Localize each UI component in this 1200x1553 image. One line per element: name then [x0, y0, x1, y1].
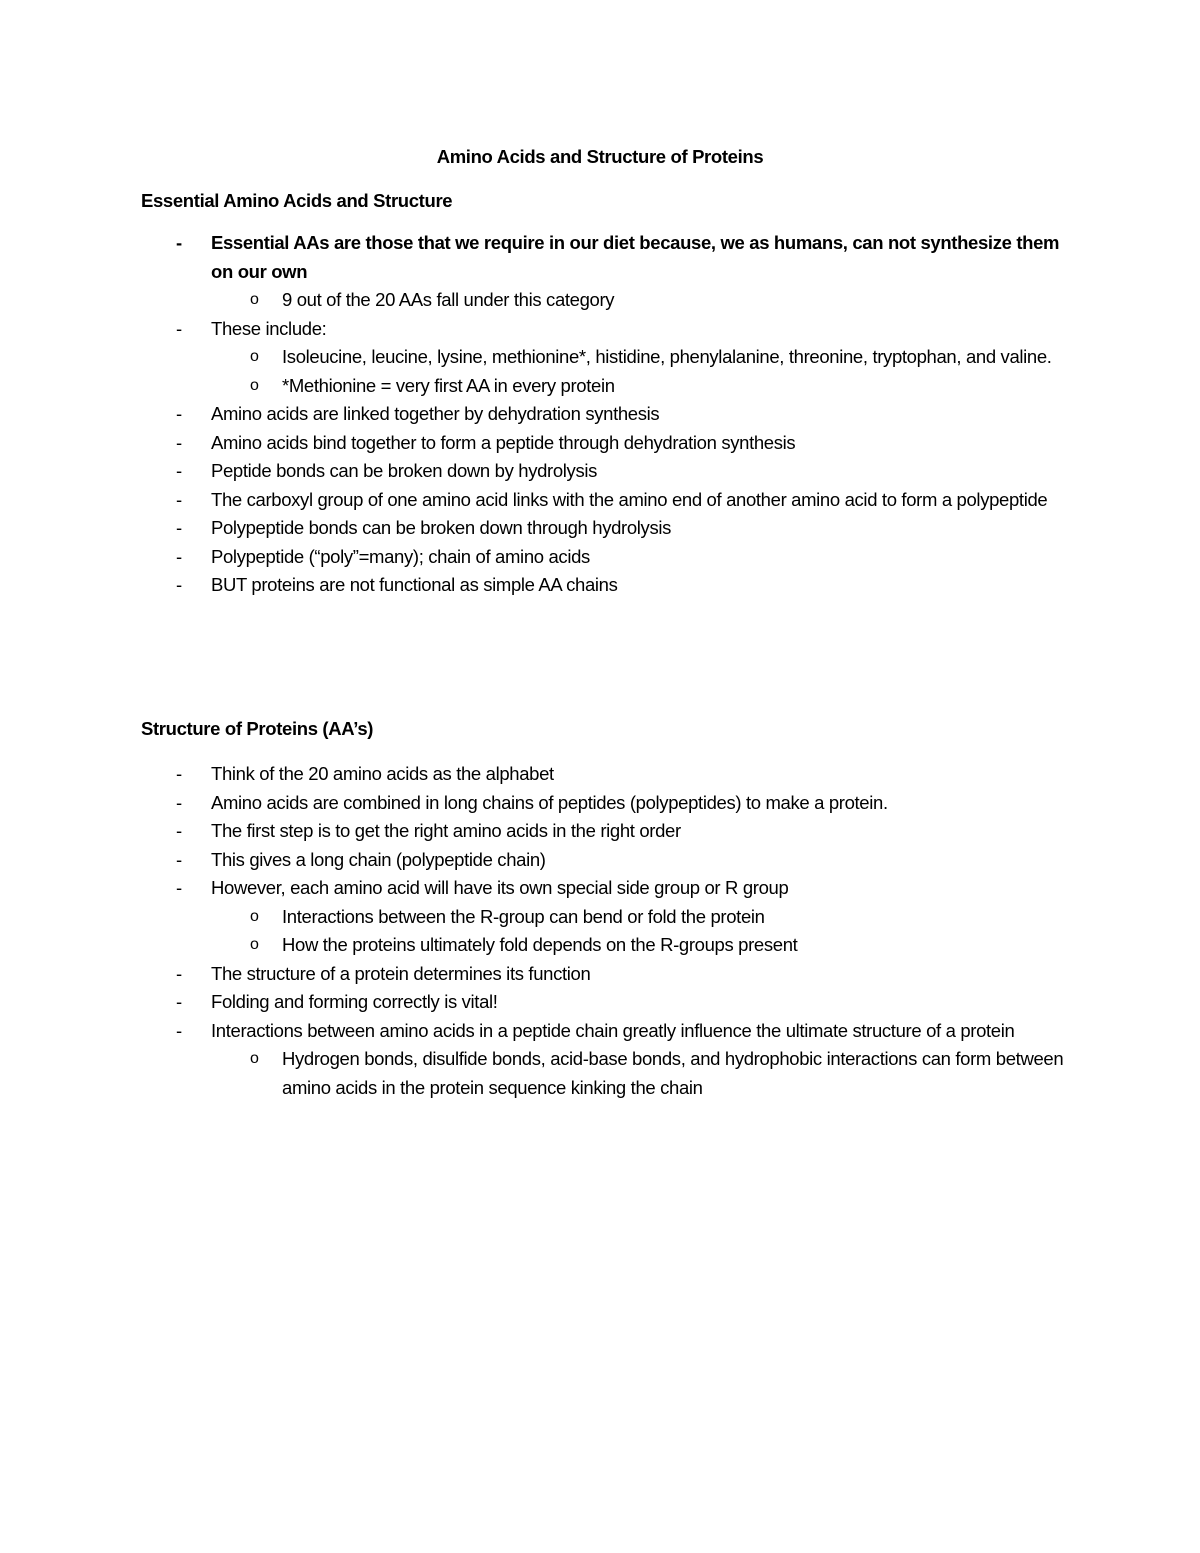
dash-marker: -: [176, 877, 182, 898]
list-item: [0, 960, 1200, 989]
dash-marker: -: [176, 317, 182, 339]
list-subitem: [0, 931, 1200, 960]
list-item-text: Amino acids are linked together by dehydration synthesis: [211, 403, 660, 424]
list-subitem-text: *Methionine = very first AA in every protein: [282, 374, 615, 396]
list-subitem: [0, 372, 1200, 401]
list-item: [0, 1017, 1200, 1046]
list-item-text: Folding and forming correctly is vital!: [211, 991, 498, 1012]
section-heading-essential-amino-acids: Essential Amino Acids and Structure: [141, 190, 453, 211]
bullet-marker: o: [250, 376, 259, 394]
list-subitem-text: Hydrogen bonds, disulfide bonds, acid-base bonds, and hydrophobic interactions can form between amino acids in the protein sequence kinking the chain: [282, 1048, 1064, 1098]
bullet-marker: o: [250, 907, 259, 925]
list-item-text: The structure of a protein determines its function: [211, 962, 591, 984]
list-item: [0, 988, 1200, 1017]
list-subitem: [0, 343, 1200, 372]
list-item: [0, 817, 1200, 846]
list-item-text: Polypeptide bonds can be broken down through hydrolysis: [211, 517, 672, 538]
list-item-text: Polypeptide (“poly”=many); chain of amino acids: [211, 545, 590, 567]
list-item: [0, 429, 1200, 458]
dash-marker: -: [176, 574, 182, 595]
list-item: [0, 229, 1200, 286]
list-item-text: Interactions between amino acids in a peptide chain greatly influence the ultimate structure of a protein: [211, 1019, 1015, 1041]
list-item-text: Amino acids are combined in long chains of peptides (polypeptides) to make a protein.: [211, 791, 888, 813]
dash-marker: -: [176, 460, 182, 481]
list-item: [0, 486, 1200, 515]
list-item: [0, 874, 1200, 903]
dash-marker: -: [176, 791, 182, 813]
list-item-text: Peptide bonds can be broken down by hydrolysis: [211, 460, 598, 481]
dash-marker: -: [176, 431, 182, 453]
list-item: [0, 543, 1200, 572]
dash-marker: -: [176, 962, 182, 984]
list-item-text: The carboxyl group of one amino acid links with the amino end of another amino acid to form a polypeptide: [211, 488, 1048, 510]
dash-marker: -: [176, 848, 182, 870]
list-item-text: These include:: [211, 317, 327, 339]
list-item: [0, 400, 1200, 429]
list-subitem-text: Isoleucine, leucine, lysine, methionine*, histidine, phenylalanine, threonine, tryptophan, and valine.: [282, 346, 1052, 367]
list-subitem-text: 9 out of the 20 AAs fall under this category: [282, 289, 615, 310]
bullet-marker: o: [250, 291, 259, 308]
section-heading-structure-of-proteins: Structure of Proteins (AA’s): [141, 718, 374, 739]
list-item-text: Essential AAs are those that we require in our diet because, we as humans, can not synthesize them on our own: [211, 232, 1060, 282]
dash-marker: -: [176, 403, 182, 424]
list-item-text: BUT proteins are not functional as simple AA chains: [211, 574, 618, 595]
list-item-text: This gives a long chain (polypeptide chain): [211, 848, 546, 870]
dash-marker: -: [176, 545, 182, 567]
list-item: [0, 457, 1200, 486]
dash-marker: -: [176, 488, 182, 510]
structure-of-proteins-list: [0, 760, 1200, 1102]
list-item: [0, 760, 1200, 789]
dash-marker: -: [176, 517, 182, 538]
list-item-text: Amino acids bind together to form a peptide through dehydration synthesis: [211, 431, 796, 453]
list-subitem: [0, 903, 1200, 932]
bullet-marker: o: [250, 1050, 259, 1067]
list-subitem-text: Interactions between the R-group can bend or fold the protein: [282, 905, 765, 927]
list-item-text: Think of the 20 amino acids as the alphabet: [211, 763, 554, 784]
dash-marker: -: [176, 820, 182, 841]
document-title: Amino Acids and Structure of Proteins: [436, 146, 764, 167]
list-item: [0, 514, 1200, 543]
list-item-text: The first step is to get the right amino acids in the right order: [211, 820, 681, 841]
bullet-marker: o: [250, 936, 259, 953]
bullet-marker: o: [250, 348, 259, 365]
list-subitem: [0, 1045, 1200, 1102]
dash-marker: -: [176, 991, 182, 1012]
list-subitem: [0, 286, 1200, 315]
list-item: [0, 315, 1200, 344]
dash-marker: -: [176, 763, 182, 784]
essential-amino-acids-list: [0, 229, 1200, 600]
list-item-text: However, each amino acid will have its own special side group or R group: [211, 877, 789, 898]
dash-marker: -: [176, 1019, 182, 1041]
list-item: [0, 571, 1200, 600]
list-item: [0, 789, 1200, 818]
list-subitem-text: How the proteins ultimately fold depends on the R-groups present: [282, 934, 798, 955]
dash-marker: -: [176, 232, 182, 253]
list-item: [0, 846, 1200, 875]
